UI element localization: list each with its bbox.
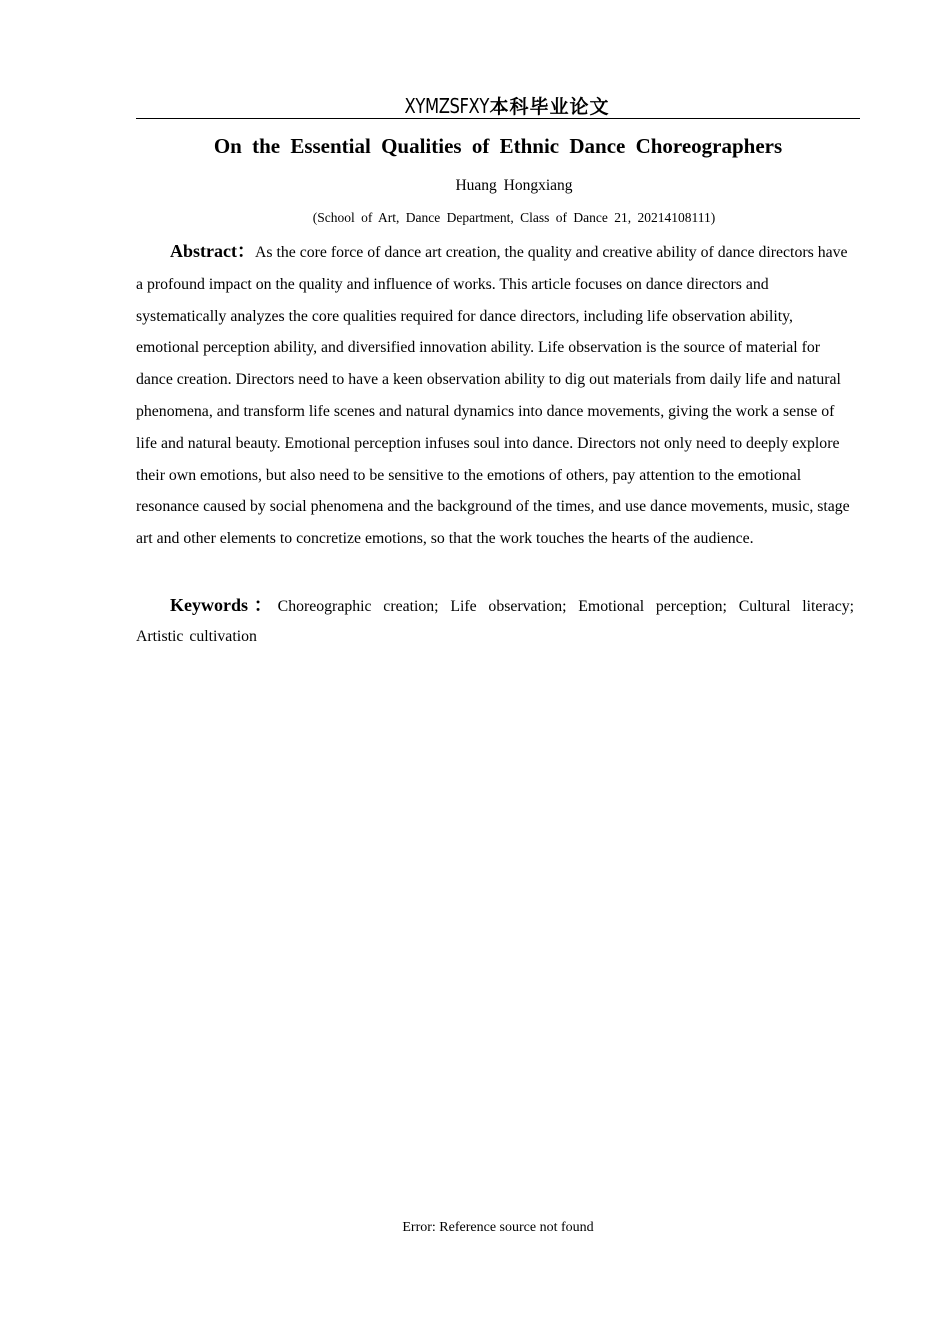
running-header (136, 94, 860, 119)
header-thesis-label: 本科毕业论文 (489, 96, 610, 118)
header-institution-code: XYMZSFXY (405, 94, 490, 118)
author-affiliation: (School of Art, Dance Department, Class of Dance 21, 20214108111) (312, 210, 716, 225)
keywords-text: Choreographic creation; Life observation; Emotional perception; Cultural literacy; Artistic cultivation (136, 598, 855, 645)
author-name: Huang Hongxiang (455, 177, 573, 194)
keywords-label: Keywords： (170, 595, 278, 615)
abstract-paragraph (136, 236, 858, 555)
paper-title: On the Essential Qualities of Ethnic Dance Choreographers (213, 134, 783, 158)
keywords-paragraph (136, 590, 854, 652)
abstract-label: Abstract： (170, 241, 255, 261)
abstract-text: As the core force of dance art creation, the quality and creative ability of dance directors have a profound impact on the quality and influence of works. This article focuses on dance directors and systematically analyzes the core qualities required for dance directors, including life observation ability, emotional perception ability, and diversified innovation ability. Life observation is the source of material for dance creation. Directors need to have a keen observation ability to dig out materials from daily life and natural phenomena, and transform life scenes and natural dynamics into dance movements, giving the work a sense of life and natural beauty. Emotional perception infuses soul into dance. Directors not only need to deeply explore their own emotions, but also need to be sensitive to the emotions of others, pay attention to the emotional resonance caused by social phenomena and the background of the times, and use dance movements, music, stage art and other elements to concretize emotions, so that the work touches the hearts of the audience. (136, 244, 850, 548)
page-footer: Error: Reference source not found (402, 1220, 594, 1235)
